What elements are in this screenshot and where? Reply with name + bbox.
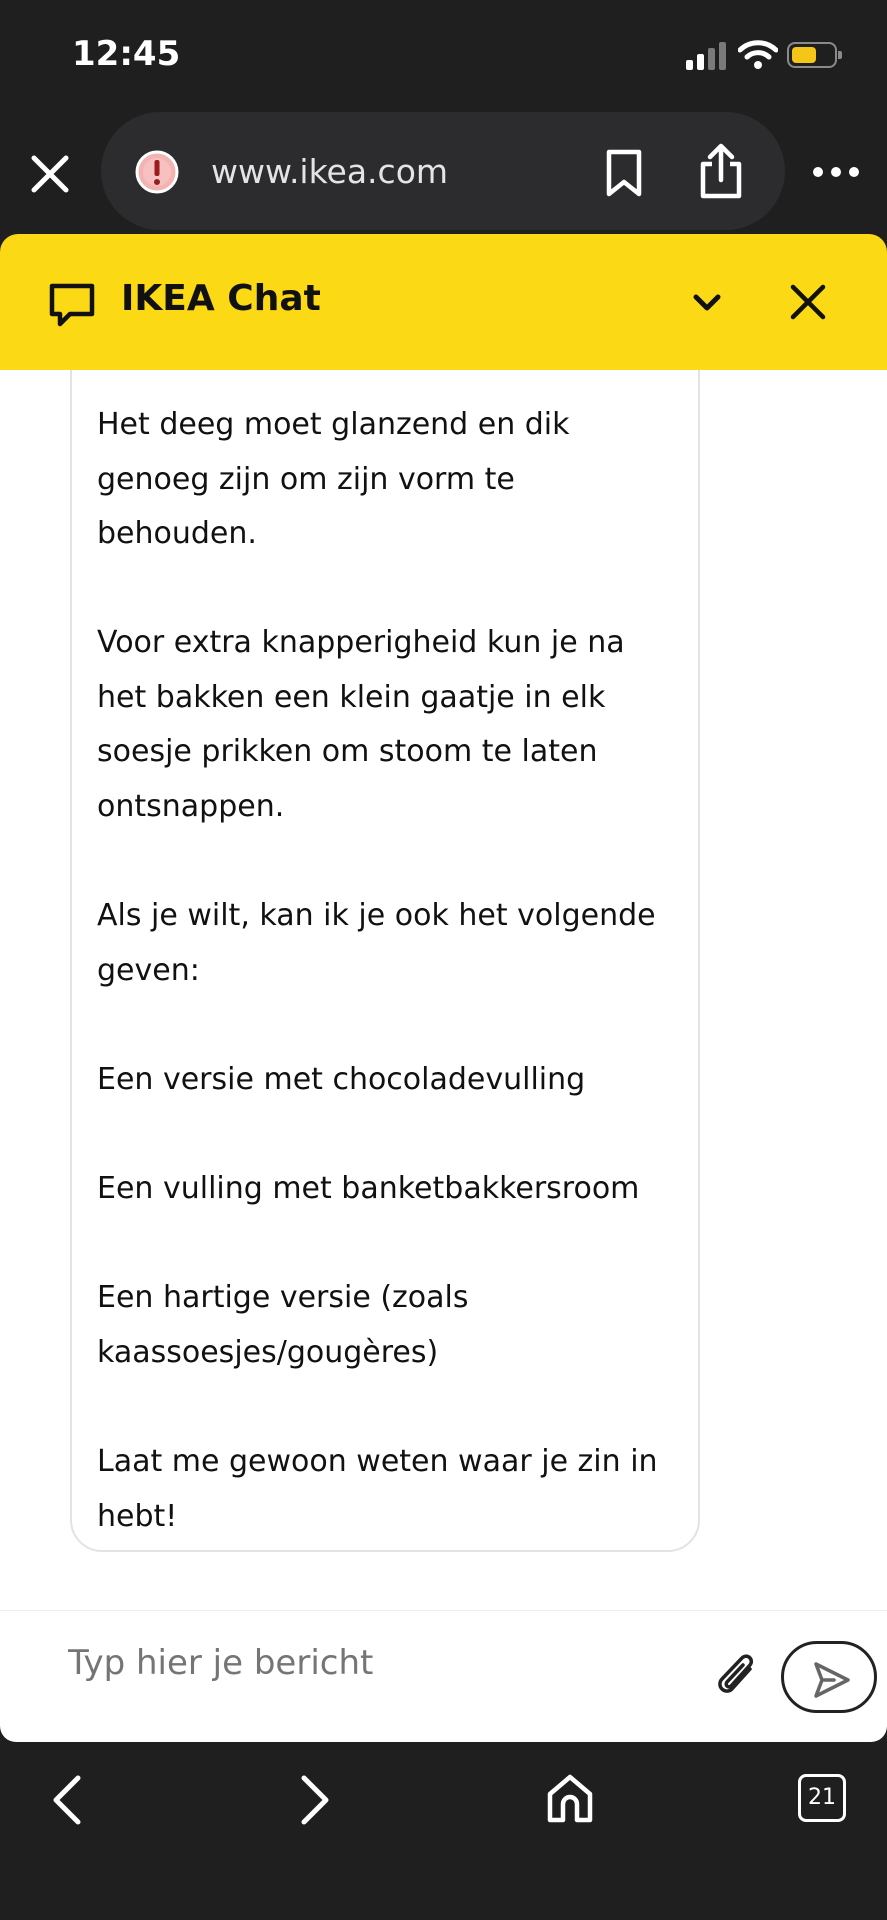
message-list-item: Een versie met chocoladevulling	[97, 1062, 586, 1097]
forward-icon[interactable]	[298, 1772, 334, 1828]
chat-messages[interactable]	[0, 370, 887, 1610]
message-paragraph: Laat me gewoon weten waar je zin in hebt!	[97, 1444, 658, 1534]
message-list-item: Een hartige versie (zoals kaassoesjes/gougères)	[97, 1280, 469, 1370]
message-list-item: Een vulling met banketbakkersroom	[97, 1171, 640, 1206]
bookmark-icon[interactable]	[604, 148, 644, 198]
status-bar	[0, 0, 887, 110]
message-paragraph: Als je wilt, kan ik je ook het volgende geven:	[97, 898, 656, 988]
more-icon[interactable]	[812, 165, 860, 179]
send-icon	[812, 1660, 852, 1700]
signal-icon	[686, 40, 728, 70]
warning-icon[interactable]	[134, 149, 180, 195]
assistant-message-bubble	[70, 370, 700, 1552]
message-paragraph: Het deeg moet glanzend en dik genoeg zijn om zijn vorm te behouden.	[97, 407, 570, 551]
message-composer	[0, 1610, 887, 1742]
chat-header	[0, 234, 887, 370]
back-icon[interactable]	[48, 1772, 84, 1828]
battery-icon	[787, 42, 837, 68]
paperclip-icon[interactable]	[714, 1651, 762, 1701]
status-time: 12:45	[72, 34, 181, 74]
close-icon[interactable]	[788, 282, 828, 322]
wifi-icon	[738, 38, 778, 70]
message-input[interactable]	[68, 1643, 668, 1683]
browser-toolbar	[0, 110, 887, 234]
address-bar[interactable]	[101, 112, 785, 230]
chat-title: IKEA Chat	[121, 278, 321, 319]
share-icon[interactable]	[698, 142, 744, 200]
chevron-down-icon[interactable]	[690, 286, 724, 320]
url-text[interactable]: www.ikea.com	[211, 152, 449, 191]
chat-bubble-icon	[48, 282, 96, 328]
close-icon[interactable]	[28, 152, 72, 196]
message-paragraph: Voor extra knapperigheid kun je na het bakken een klein gaatje in elk soesje prikken om stoom te laten ontsnappen.	[97, 625, 625, 824]
browser-bottom-nav	[0, 1742, 887, 1920]
home-icon[interactable]	[545, 1772, 595, 1826]
send-button[interactable]	[781, 1641, 877, 1713]
tabs-button[interactable]: 21	[798, 1774, 846, 1822]
